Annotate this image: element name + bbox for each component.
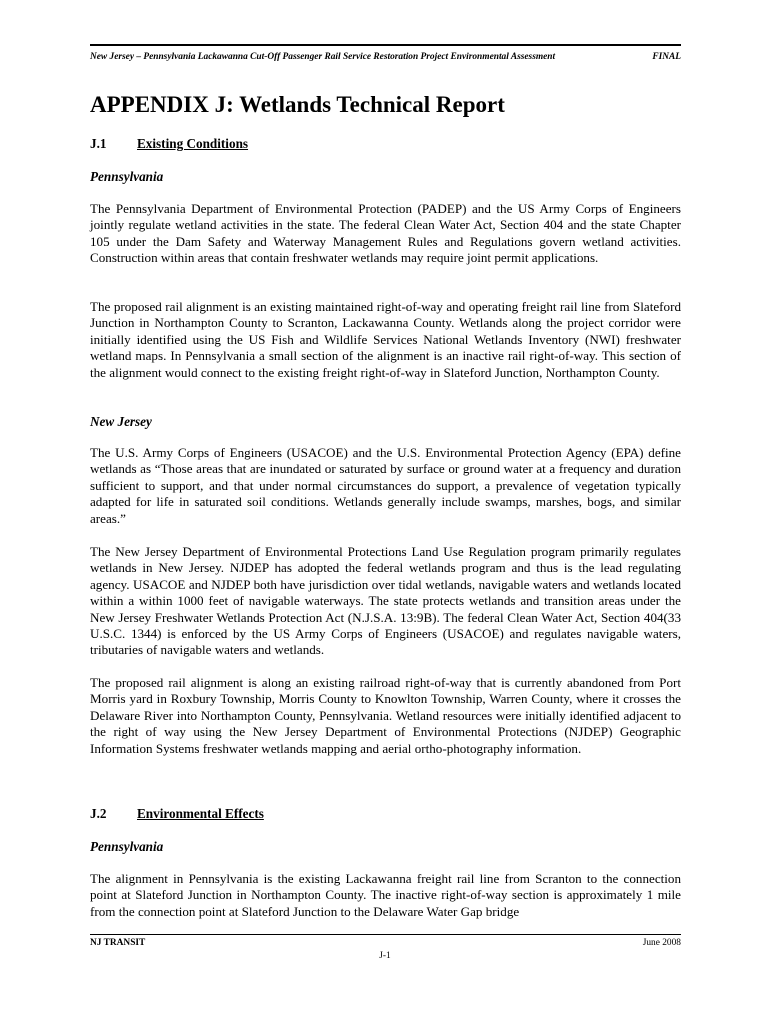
header-project-title: New Jersey – Pennsylvania Lackawanna Cut-Off Passenger Rail Service Restoration Project Environmental Assessment bbox=[90, 52, 556, 62]
paragraph: The Pennsylvania Department of Environmental Protection (PADEP) and the US Army Corps of Engineers jointly regulate wetland activities in the state. The federal Clean Water Act, Section 404 and the state Chapter 105 under the Dam Safety and Waterway Management Rules and Regulations govern wetland activities. Construction within areas that contain freshwater wetlands may require joint permit applications. bbox=[90, 201, 681, 266]
subheading-pennsylvania: Pennsylvania bbox=[90, 839, 164, 854]
section-number: J.1 bbox=[90, 136, 107, 151]
paragraph: The New Jersey Department of Environmental Protections Land Use Regulation program primarily regulates wetlands in New Jersey. NJDEP has adopted the federal wetlands program and thus is the lead regulating agency. USACOE and NJDEP both have jurisdiction over tidal wetlands, navigable waters and wetlands located within a within 1000 feet of navigable waterways. The state protects wetlands and transition areas under the New Jersey Freshwater Wetlands Protection Act (N.J.S.A. 13:9B). The federal Clean Water Act, Section 404(33 U.S.C. 1344) is enforced by the US Army Corps of Engineers (USACOE) and regulates navigable waters, tributaries of navigable waters and wetlands. bbox=[90, 544, 681, 658]
paragraph: The proposed rail alignment is along an existing railroad right-of-way that is currently abandoned from Port Morris yard in Roxbury Township, Morris County to Knowlton Township, Warren County, where it crosses the Delaware River into Northampton County, Pennsylvania. Wetland resources were initially identified adjacent to the right of way using the New Jersey Department of Environmental Protections (NJDEP) Geographic Information Systems freshwater wetlands mapping and aerial ortho-photography information. bbox=[90, 675, 681, 756]
section-title: Environmental Effects bbox=[137, 806, 264, 821]
page-number: J-1 bbox=[379, 951, 391, 961]
header-status: FINAL bbox=[652, 52, 681, 62]
page-title: APPENDIX J: Wetlands Technical Report bbox=[90, 92, 505, 117]
subheading-new-jersey: New Jersey bbox=[90, 414, 152, 429]
footer-agency: NJ TRANSIT bbox=[90, 938, 146, 948]
section-title: Existing Conditions bbox=[137, 136, 249, 151]
subheading-pennsylvania: Pennsylvania bbox=[90, 169, 164, 184]
paragraph: The proposed rail alignment is an existing maintained right-of-way and operating freight rail line from Slateford Junction in Northampton County to Scranton, Lackawanna County. Wetlands along the project corridor were initially identified using the US Fish and Wildlife Services National Wetlands Inventory (NWI) freshwater wetland maps. In Pennsylvania a small section of the alignment is an inactive rail right-of-way. This section of the alignment would connect to the existing freight right-of-way in Slateford Junction, Northampton County. bbox=[90, 299, 681, 380]
section-heading-j1 bbox=[90, 136, 248, 152]
section-number: J.2 bbox=[90, 806, 107, 821]
footer-rule bbox=[90, 934, 681, 935]
footer-date: June 2008 bbox=[642, 938, 681, 948]
section-heading-j2 bbox=[90, 806, 264, 822]
paragraph: The U.S. Army Corps of Engineers (USACOE) and the U.S. Environmental Protection Agency (EPA) define wetlands as “Those areas that are inundated or saturated by surface or ground water at a frequency and duration sufficient to support, and that under normal circumstances do support, a prevalence of vegetation typically adapted for life in saturated soil conditions. Wetlands generally include swamps, marshes, bogs, and similar areas.” bbox=[90, 445, 681, 526]
running-header bbox=[90, 44, 681, 68]
paragraph: The alignment in Pennsylvania is the existing Lackawanna freight rail line from Scranton to the connection point at Slateford Junction in Northampton County. The inactive right-of-way section is approximately 1 mile from the connection point at Slateford Junction to the Delaware Water Gap bridge bbox=[90, 871, 681, 919]
